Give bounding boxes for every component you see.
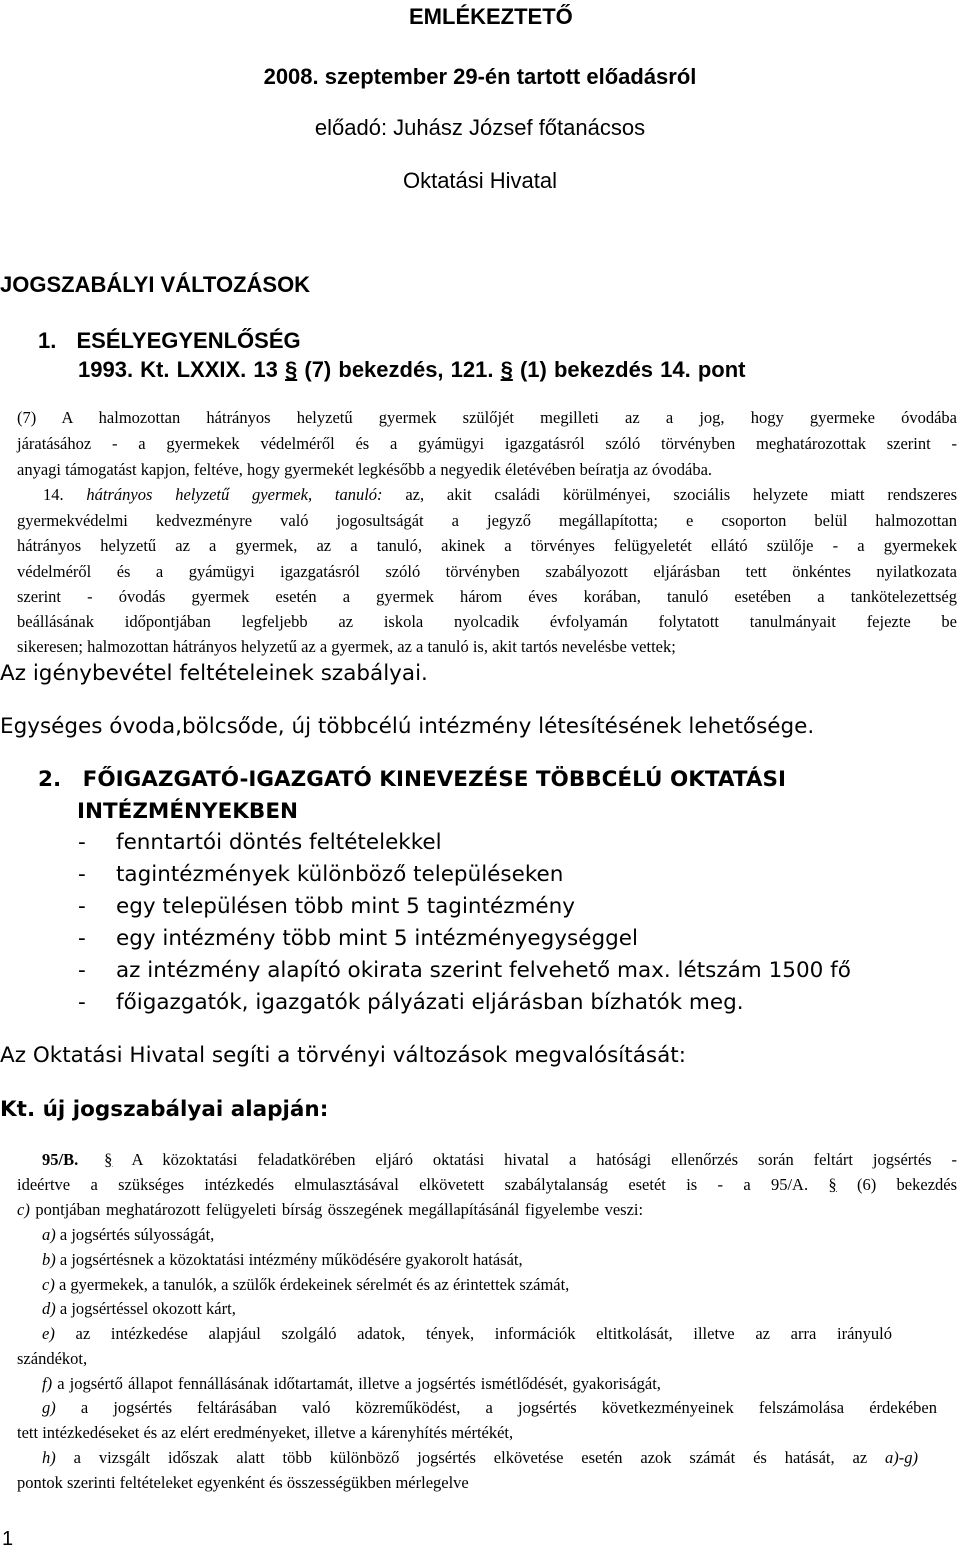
criteria-item (42, 1395, 937, 1421)
document-title: EMLÉKEZTETŐ (409, 4, 573, 29)
criteria-item (42, 1247, 523, 1273)
list-dash: - (78, 958, 86, 983)
section95-line (17, 1172, 957, 1198)
defined-term: hátrányos helyzetű gyermek, tanuló: (86, 485, 383, 504)
criteria-item (42, 1321, 892, 1347)
list-item-text: egy intézmény több mint 5 intézményegységgel (116, 926, 638, 951)
list-item (78, 926, 638, 951)
section95-line (42, 1147, 957, 1173)
criteria-item-cont: szándékot, (17, 1349, 88, 1368)
section95-text: ideértve a szükséges intézkedés elmulasztásával elkövetett szabálytalanság esetét is - a 95/A. (17, 1175, 809, 1194)
section2-title: FŐIGAZGATÓ-IGAZGATÓ KINEVEZÉSE TÖBBCÉLÚ OKTATÁSI (82, 767, 786, 792)
list-item (78, 894, 576, 919)
section95-text: A közoktatási feladatkörében eljáró oktatási hivatal a hatósági ellenőrzés során feltárt jogsértés - (131, 1150, 958, 1169)
list-item (78, 990, 744, 1015)
section1-heading (38, 328, 301, 354)
ref-part: (1) bekezdés 14. pont (519, 357, 746, 382)
item-text: a gyermekek, a tanulók, a szülők érdekeinek sérelmét és az érintettek számát, (58, 1275, 570, 1294)
paragraph-sign: § (104, 1150, 113, 1169)
paragraph-14-line (43, 482, 957, 508)
item-label: f) (42, 1374, 53, 1393)
item-label: c) (17, 1200, 30, 1219)
criteria-item (42, 1222, 214, 1248)
kt-heading: Kt. új jogszabályai alapján: (0, 1097, 329, 1122)
paragraph-7-line: anyagi támogatást kapjon, feltéve, hogy gyermekét legkésőbb a negyedik életévében beíratja az óvodába. (17, 460, 713, 479)
document-subtitle: 2008. szeptember 29-én tartott előadásról (263, 64, 697, 89)
paragraph-14-line: szerint - óvodás gyermek esetén a gyermek három éves korában, tanuló esetében a tankötelezettség (17, 587, 957, 606)
criteria-item (42, 1272, 569, 1298)
paragraph-14-text: az, akit családi körülményei, szociális helyzete miatt rendszeres (405, 485, 958, 504)
item-text: az intézkedése alapjául szolgáló adatok, tények, információk eltitkolását, illetve az arra irányuló (75, 1324, 893, 1343)
item-label: e) (42, 1324, 55, 1343)
paragraph-14-line: beállásának időpontjában legfeljebb az iskola nyolcadik évfolyamán folytatott tanulmányait fejezte be (17, 612, 957, 631)
presenter-line: előadó: Juhász József főtanácsos (314, 115, 646, 140)
list-dash: - (78, 894, 86, 919)
criteria-item (42, 1296, 236, 1322)
paragraph-7-line: (7) A halmozottan hátrányos helyzetű gyermek szülőjét megilleti az a jog, hogy gyermeke óvodába (17, 408, 957, 427)
oh-statement: Az Oktatási Hivatal segíti a törvényi változások megvalósítását: (0, 1043, 686, 1068)
item-label: a) (42, 1225, 56, 1244)
paragraph-sign: § (500, 357, 513, 382)
section1-number: 1. (38, 328, 57, 353)
criteria-item (42, 1445, 918, 1471)
paragraph-14-line: hátrányos helyzetű az a gyermek, az a tanuló, akinek a törvényes felügyeletét ellátó szülője - a gyermekek (17, 536, 957, 555)
list-dash: - (78, 862, 86, 887)
criteria-item-cont: tett intézkedéseket és az elért eredményeket, illetve a kárenyhítés mértékét, (17, 1423, 514, 1442)
item-label: a)-g) (885, 1448, 919, 1467)
list-item-text: tagintézmények különböző településeken (116, 862, 564, 887)
list-item (78, 958, 851, 983)
item-label: d) (42, 1299, 56, 1318)
section-heading: JOGSZABÁLYI VÁLTOZÁSOK (0, 272, 311, 297)
list-item-text: az intézmény alapító okirata szerint felvehető max. létszám 1500 fő (116, 958, 851, 983)
organization-name: Oktatási Hivatal (402, 168, 558, 193)
criteria-item (42, 1371, 661, 1397)
eligibility-note: Az igénybevétel feltételeinek szabályai. (0, 661, 428, 686)
paragraph-sign: § (828, 1175, 837, 1194)
item-label: b) (42, 1250, 56, 1269)
ref-part: (7) bekezdés, 121. (304, 357, 494, 382)
paragraph-sign: § (285, 357, 298, 382)
section95-number: 95/B. (42, 1150, 79, 1169)
paragraph-7-line: járatásához - a gyermekek védelméről és a gyámügyi igazgatásról szóló törvényben meghatározottak szerint - (17, 434, 957, 453)
paragraph-14-line: védelméről és a gyámügyi igazgatásról szóló törvényben szabályozott eljárásban tett önkéntes nyilatkozata (17, 562, 957, 581)
item-label: h) (42, 1448, 56, 1467)
list-dash: - (78, 830, 86, 855)
section95-text: (6) bekezdés (857, 1175, 958, 1194)
item-label: g) (42, 1398, 56, 1417)
section95-line (17, 1197, 643, 1223)
item-text: a vizsgált időszak alatt több különböző jogsértés elkövetése esetén azok számát és hatását, az (73, 1448, 868, 1467)
paragraph-14-line: sikeresen; halmozottan hátrányos helyzetű az a gyermek, az a tanuló is, akit tartós nevelésbe vettek; (17, 637, 676, 656)
item-text: a jogsértésnek a közoktatási intézmény működésére gyakorolt hatását, (59, 1250, 523, 1269)
page-number: 1 (2, 1528, 14, 1550)
item-label: c) (42, 1275, 55, 1294)
section1-law-reference (78, 357, 746, 383)
list-item-text: főigazgatók, igazgatók pályázati eljárásban bízhatók meg. (116, 990, 744, 1015)
criteria-item-cont: pontok szerinti feltételeket egyenként és összességükben mérlegelve (17, 1473, 469, 1492)
list-dash: - (78, 926, 86, 951)
section2-title-cont: INTÉZMÉNYEKBEN (77, 799, 298, 824)
ref-part: 1993. Kt. LXXIX. 13 (78, 357, 278, 382)
list-item-text: fenntartói döntés feltételekkel (116, 830, 442, 855)
item-text: a jogsértés feltárásában való közreműködést, a jogsértés következményeinek felszámolása érdekében (80, 1398, 937, 1417)
section2-heading (38, 767, 786, 792)
section95-text: pontjában meghatározott felügyeleti bírság összegének megállapításánál figyelembe veszi: (35, 1200, 644, 1219)
item-text: a jogsértéssel okozott kárt, (59, 1299, 236, 1318)
list-dash: - (78, 990, 86, 1015)
item-text: a jogsértés súlyosságát, (59, 1225, 215, 1244)
institution-note: Egységes óvoda,bölcsőde, új többcélú intézmény létesítésének lehetősége. (0, 714, 815, 739)
list-item (78, 862, 564, 887)
section1-title: ESÉLYEGYENLŐSÉG (76, 328, 301, 353)
item-text: a jogsértő állapot fennállásának időtartamát, illetve a jogsértés ismétlődését, gyakoriságát, (57, 1374, 661, 1393)
paragraph-14-number: 14. (43, 485, 64, 504)
list-item (78, 830, 442, 855)
paragraph-14-line: gyermekvédelmi kedvezményre való jogosultságát a jegyző megállapította; e csoporton belül halmozottan (17, 511, 957, 530)
section2-number: 2. (38, 767, 62, 792)
list-item-text: egy településen több mint 5 tagintézmény (116, 894, 576, 919)
